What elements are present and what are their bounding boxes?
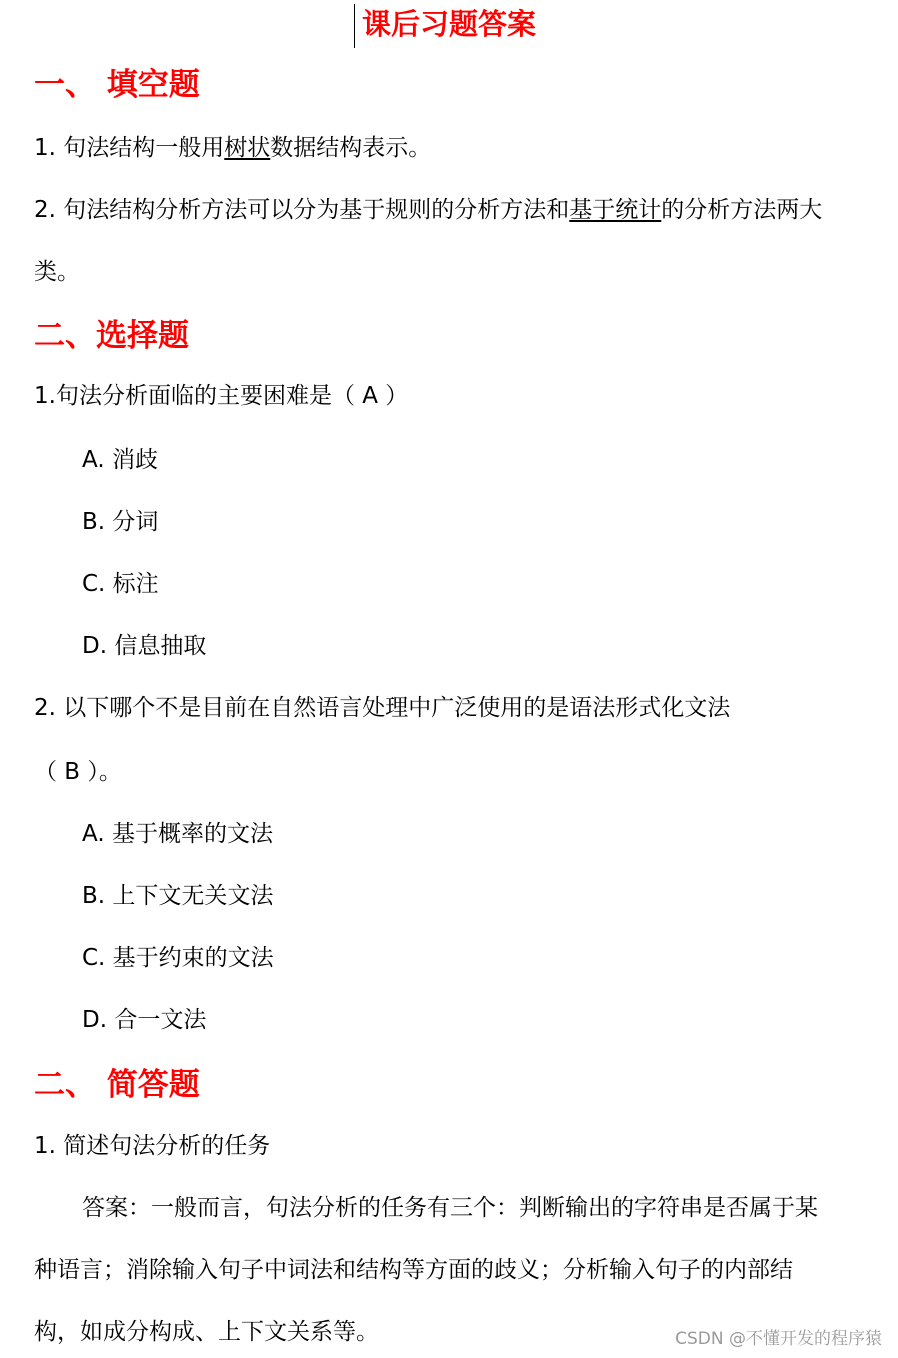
- section-heading-fill-blank: 一、 填空题: [34, 67, 200, 103]
- question-text: 数据结构表示。: [270, 135, 432, 161]
- option-2-2-b: B. 上下文无关文法: [82, 883, 274, 909]
- answer-line-3: 构，如成分构成、上下文关系等。: [34, 1319, 379, 1345]
- section-heading-multiple-choice: 二、选择题: [34, 318, 189, 354]
- question-3-1: 1. 简述句法分析的任务: [34, 1133, 271, 1159]
- answer-line-2: 种语言；消除输入句子中词法和结构等方面的歧义；分析输入句子的内部结: [34, 1257, 793, 1283]
- underlined-answer: 树状: [224, 135, 271, 161]
- question-2-2: 2. 以下哪个不是目前在自然语言处理中广泛使用的是语法形式化文法: [34, 695, 731, 721]
- answer-line-1: 答案：一般而言，句法分析的任务有三个：判断输出的字符串是否属于某: [82, 1195, 818, 1221]
- option-2-1-d: D. 信息抽取: [82, 633, 207, 659]
- option-2-2-a: A. 基于概率的文法: [82, 821, 273, 847]
- question-2-2-answer: （ B ）。: [34, 759, 122, 785]
- text-cursor: [354, 4, 355, 48]
- section-heading-short-answer: 二、 简答题: [34, 1067, 200, 1103]
- option-2-1-b: B. 分词: [82, 509, 159, 535]
- csdn-watermark: CSDN @不懂开发的程序猿: [675, 1329, 882, 1349]
- question-2-1: 1.句法分析面临的主要困难是（ A ）: [34, 383, 409, 409]
- question-text: 1. 句法结构一般用: [34, 135, 225, 161]
- question-1-2-continued: 类。: [34, 259, 80, 285]
- page-title: 课后习题答案: [361, 7, 536, 41]
- underlined-answer: 基于统计: [569, 197, 662, 223]
- question-1-1: [34, 133, 431, 163]
- option-2-2-d: D. 合一文法: [82, 1007, 207, 1033]
- option-2-1-c: C. 标注: [82, 571, 159, 597]
- question-text: 的分析方法两大: [661, 197, 823, 223]
- option-2-1-a: A. 消歧: [82, 447, 158, 473]
- question-text: 2. 句法结构分析方法可以分为基于规则的分析方法和: [34, 197, 570, 223]
- question-1-2: [34, 195, 822, 225]
- option-2-2-c: C. 基于约束的文法: [82, 945, 274, 971]
